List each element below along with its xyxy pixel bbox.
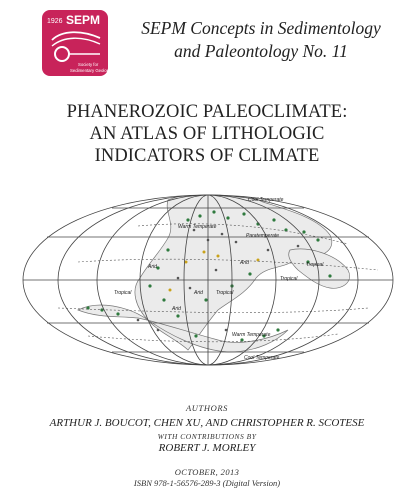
title-line-2: AN ATLAS OF LITHOLOGIC bbox=[89, 124, 325, 144]
series-line-1: SEPM Concepts in Sedimentology bbox=[141, 18, 381, 38]
label-cool-temperate-north: Cool Temperate bbox=[248, 197, 284, 203]
authors-label: AUTHORS bbox=[186, 403, 228, 413]
label-warm-temperate-north: Warm Temperate bbox=[178, 224, 217, 230]
label-arid-south: Arid bbox=[172, 306, 181, 312]
svg-text:Society for: Society for bbox=[78, 62, 99, 67]
label-cool-temperate-south: Cool Temperate bbox=[244, 355, 280, 361]
label-paratemperate: Paratemperate bbox=[246, 233, 280, 239]
publication-date: OCTOBER, 2013 bbox=[174, 467, 240, 477]
contributions-label: WITH CONTRIBUTIONS BY bbox=[157, 432, 257, 441]
label-warm-temperate-south: Warm Temperate bbox=[232, 332, 271, 338]
authors-names: ARTHUR J. BOUCOT, CHEN XU, AND CHRISTOPHER R. SCOTESE bbox=[49, 417, 365, 429]
label-tropical-center: Tropical bbox=[216, 290, 234, 296]
paleoclimate-map bbox=[18, 190, 398, 370]
label-tropical-west: Tropical bbox=[114, 290, 132, 296]
contributor-name: ROBERT J. MORLEY bbox=[158, 442, 256, 454]
title-line-3: INDICATORS OF CLIMATE bbox=[94, 146, 320, 166]
book-title bbox=[0, 101, 414, 167]
isbn: ISBN 978-1-56576-289-3 (Digital Version) bbox=[133, 478, 281, 488]
series-title bbox=[116, 17, 406, 63]
label-tropical-east: Tropical bbox=[280, 276, 298, 282]
label-arid-center: Arid bbox=[194, 290, 203, 296]
series-line-2: and Paleontology No. 11 bbox=[174, 41, 348, 61]
svg-text:1926: 1926 bbox=[47, 18, 63, 25]
label-tropical-far-east: Tropical bbox=[306, 262, 324, 268]
label-arid-north: Arid bbox=[148, 264, 157, 270]
sepm-logo bbox=[42, 10, 108, 76]
label-arid-east: Arid bbox=[240, 260, 249, 266]
title-line-1: PHANEROZOIC PALEOCLIMATE: bbox=[66, 102, 348, 122]
svg-text:Sedimentary Geology: Sedimentary Geology bbox=[70, 68, 108, 73]
svg-text:SEPM: SEPM bbox=[66, 13, 101, 27]
